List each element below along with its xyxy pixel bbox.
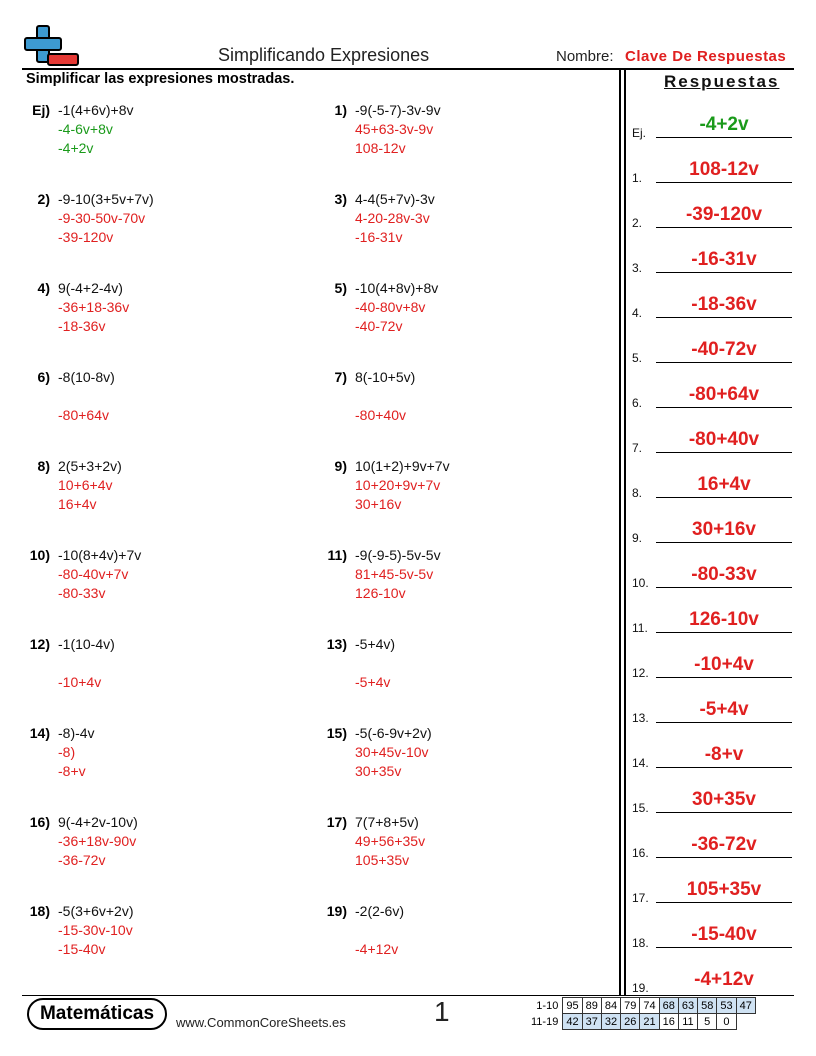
answer-line [656, 947, 792, 948]
answer-value: -18-36v [691, 294, 757, 315]
answer-value: 105+35v [686, 879, 762, 900]
score-cell: 95 [563, 998, 582, 1014]
work-result: -4+2v [58, 140, 94, 156]
score-cell: 21 [640, 1014, 659, 1030]
problem-number: 18) [29, 903, 50, 919]
answer-value: 108-12v [689, 159, 759, 180]
score-cell: 63 [678, 998, 697, 1014]
work-result: 16+4v [58, 496, 97, 512]
work-step [58, 387, 115, 406]
answer-value: -4+12v [694, 969, 754, 990]
answer-row-13 [632, 693, 794, 725]
score-cell: 37 [582, 1014, 601, 1030]
answer-row-18 [632, 918, 794, 950]
answer-label: 12. [632, 666, 649, 680]
column-divider [624, 69, 626, 995]
page-number: 1 [434, 996, 450, 1027]
answer-value: -80-33v [691, 564, 757, 585]
problem-expression: -8(10-8v) [58, 369, 115, 385]
work-step: -8) [58, 744, 76, 760]
answer-row-17 [632, 873, 794, 905]
answer-label: 13. [632, 711, 649, 725]
answer-label: 2. [632, 216, 643, 230]
work-result: -15-40v [58, 941, 106, 957]
problem-expression: -9(-5-7)-3v-9v [355, 102, 441, 118]
answer-line [656, 857, 792, 858]
instructions: Simplificar las expresiones mostradas. [26, 71, 295, 87]
problem-expression: 2(5+3+2v) [58, 458, 122, 474]
problem-number: 5) [334, 280, 347, 296]
work-result: 108-12v [355, 140, 406, 156]
problem-number: 8) [37, 458, 50, 474]
answer-value: -15-40v [691, 924, 757, 945]
problem-expression: 9(-4+2v-10v) [58, 814, 138, 830]
answer-value: -80+40v [688, 429, 760, 450]
score-row [528, 998, 755, 1014]
work-step: -36+18v-90v [58, 833, 137, 849]
work-step [355, 387, 415, 406]
work-step: -15-30v-10v [58, 922, 133, 938]
answer-value: -10+4v [694, 654, 754, 675]
site-url: www.CommonCoreSheets.es [176, 1015, 346, 1030]
answer-line [656, 317, 792, 318]
answer-line [656, 272, 792, 273]
work-step: -9-30-50v-70v [58, 210, 146, 226]
score-cell: 74 [640, 998, 659, 1014]
answer-line [656, 137, 792, 138]
problem-expression: -1(10-4v) [58, 636, 115, 652]
problem-number: 9) [334, 458, 347, 474]
problem-expression: -9-10(3+5v+7v) [58, 191, 154, 207]
answer-value: -8+v [704, 744, 744, 765]
answer-label: 7. [632, 441, 643, 455]
answer-line [656, 902, 792, 903]
answer-line [656, 452, 792, 453]
answer-label: 4. [632, 306, 643, 320]
score-row [528, 1014, 755, 1030]
problem-number: 11) [327, 547, 347, 563]
work-step: 81+45-5v-5v [355, 566, 434, 582]
answer-row-3 [632, 243, 794, 275]
problem-expression: -2(2-6v) [355, 903, 405, 919]
answer-label: Ej. [632, 126, 647, 140]
problem-expression: -9(-9-5)-5v-5v [355, 547, 441, 563]
answer-row-8 [632, 468, 794, 500]
answer-label: 1. [632, 171, 643, 185]
answer-label: 8. [632, 486, 643, 500]
answer-label: 16. [632, 846, 649, 860]
answer-line [656, 227, 792, 228]
problem-expression: 9(-4+2-4v) [58, 280, 123, 296]
work-result: 105+35v [355, 852, 410, 868]
answer-line [656, 812, 792, 813]
problem-number: 10) [29, 547, 50, 563]
name-label: Nombre: [556, 48, 614, 65]
work-step [58, 654, 115, 673]
answer-row-6 [632, 378, 794, 410]
problem-expression: 4-4(5+7v)-3v [355, 191, 435, 207]
problem-expression: 7(7+8+5v) [355, 814, 419, 830]
work-result: -36-72v [58, 852, 106, 868]
answer-value: 30+35v [692, 789, 756, 810]
work-step: 49+56+35v [355, 833, 426, 849]
work-step: 30+45v-10v [355, 744, 429, 760]
problem-number: 7) [334, 369, 347, 385]
problem-expression: -8)-4v [58, 725, 95, 741]
answer-label: 18. [632, 936, 649, 950]
answer-line [656, 542, 792, 543]
answer-label: 14. [632, 756, 649, 770]
answer-label: 11. [632, 621, 648, 635]
work-result: -8+v [58, 763, 86, 779]
column-divider [619, 69, 621, 995]
answer-row-11 [632, 603, 794, 635]
work-result: -10+4v [58, 674, 102, 690]
work-result: -16-31v [355, 229, 403, 245]
answer-label: 6. [632, 396, 643, 410]
answer-value: 126-10v [689, 609, 759, 630]
answer-label: 19. [632, 981, 649, 995]
work-result: -39-120v [58, 229, 114, 245]
answer-row-7 [632, 423, 794, 455]
work-result: 30+16v [355, 496, 402, 512]
work-step [355, 654, 395, 673]
answer-line [656, 767, 792, 768]
answer-value: -4+2v [699, 114, 749, 135]
work-step: -4-6v+8v [58, 121, 113, 137]
work-step: -40-80v+8v [355, 299, 426, 315]
score-cell: 32 [601, 1014, 620, 1030]
footer-rule [22, 995, 794, 996]
problem-number: 19) [326, 903, 347, 919]
score-cell: 42 [563, 1014, 582, 1030]
score-cell: 68 [659, 998, 678, 1014]
answer-label: 10. [632, 576, 649, 590]
answer-value: -80+64v [688, 384, 760, 405]
problem-expression: -5(-6-9v+2v) [355, 725, 432, 741]
score-cell: 47 [736, 998, 755, 1014]
work-step: 10+6+4v [58, 477, 113, 493]
name-value: Clave De Respuestas [625, 48, 787, 65]
work-result: -80-33v [58, 585, 106, 601]
answer-row-example [632, 108, 794, 140]
problem-number: 6) [37, 369, 50, 385]
score-cell: 53 [717, 998, 736, 1014]
answer-row-12 [632, 648, 794, 680]
answer-label: 9. [632, 531, 643, 545]
problem-expression: 8(-10+5v) [355, 369, 416, 385]
work-result: -80+40v [355, 407, 406, 423]
work-step: -36+18-36v [58, 299, 130, 315]
work-result: -40-72v [355, 318, 403, 334]
answer-row-2 [632, 198, 794, 230]
answer-label: 15. [632, 801, 649, 815]
answer-line [656, 182, 792, 183]
problem-expression: -5+4v) [355, 636, 396, 652]
answer-value: 16+4v [697, 474, 751, 495]
score-cell: 26 [621, 1014, 640, 1030]
problem-number: 12) [29, 636, 50, 652]
score-cell: 5 [698, 1014, 717, 1030]
work-step: 4-20-28v-3v [355, 210, 430, 226]
problem-expression: 10(1+2)+9v+7v [355, 458, 450, 474]
answer-row-19 [632, 963, 794, 995]
answer-value: -36-72v [691, 834, 757, 855]
answer-line [656, 497, 792, 498]
answer-line [656, 722, 792, 723]
problem-expression: -1(4+6v)+8v [58, 102, 134, 118]
answer-row-14 [632, 738, 794, 770]
score-cell: 0 [717, 1014, 736, 1030]
answer-row-10 [632, 558, 794, 590]
score-cell: 79 [621, 998, 640, 1014]
problem-number: 2) [37, 191, 50, 207]
answer-row-9 [632, 513, 794, 545]
answer-label: 17. [632, 891, 649, 905]
answer-value: -5+4v [699, 699, 749, 720]
problem-expression: -5(3+6v+2v) [58, 903, 134, 919]
answer-line [656, 632, 792, 633]
work-result: 30+35v [355, 763, 402, 779]
problem-number: 17) [326, 814, 347, 830]
problem-expression: -10(4+8v)+8v [355, 280, 439, 296]
answer-label: 5. [632, 351, 643, 365]
score-cell: 84 [601, 998, 620, 1014]
worksheet-title: Simplificando Expresiones [218, 45, 430, 65]
answer-row-16 [632, 828, 794, 860]
problem-number: 14) [29, 725, 50, 741]
work-result: -5+4v [355, 674, 391, 690]
plus-minus-logo-icon [22, 24, 82, 68]
work-step: 10+20+9v+7v [355, 477, 441, 493]
problem-number: 1) [334, 102, 347, 118]
answer-row-15 [632, 783, 794, 815]
problem-number: Ej) [32, 102, 50, 118]
work-result: -4+12v [355, 941, 399, 957]
header-rule [22, 68, 794, 70]
work-result: -18-36v [58, 318, 106, 334]
answer-label: 3. [632, 261, 643, 275]
problem-number: 4) [37, 280, 50, 296]
answer-row-5 [632, 333, 794, 365]
work-step [355, 921, 404, 940]
problem-number: 13) [326, 636, 347, 652]
answer-line [656, 587, 792, 588]
score-cell: 58 [698, 998, 717, 1014]
answer-value: -40-72v [691, 339, 757, 360]
answer-row-1 [632, 153, 794, 185]
problem-expression: -10(8+4v)+7v [58, 547, 142, 563]
score-cell: 16 [659, 1014, 678, 1030]
answer-line [656, 407, 792, 408]
problem-number: 15) [326, 725, 347, 741]
answer-value: -16-31v [691, 249, 757, 270]
score-cell: 11 [678, 1014, 697, 1030]
work-step: -80-40v+7v [58, 566, 129, 582]
answer-row-4 [632, 288, 794, 320]
score-cell: 89 [582, 998, 601, 1014]
work-result: 126-10v [355, 585, 406, 601]
problem-number: 16) [29, 814, 50, 830]
answer-line [656, 677, 792, 678]
work-result: -80+64v [58, 407, 109, 423]
score-row-label: 1-10 [536, 999, 559, 1012]
work-step: 45+63-3v-9v [355, 121, 434, 137]
answer-line [656, 362, 792, 363]
subject-badge: Matemáticas [27, 998, 167, 1030]
score-row-label: 11-19 [531, 1015, 559, 1028]
answer-value: 30+16v [692, 519, 756, 540]
score-table [528, 997, 756, 1030]
answer-value: -39-120v [685, 204, 763, 225]
problem-number: 3) [334, 191, 347, 207]
answers-heading: Respuestas [664, 72, 780, 91]
